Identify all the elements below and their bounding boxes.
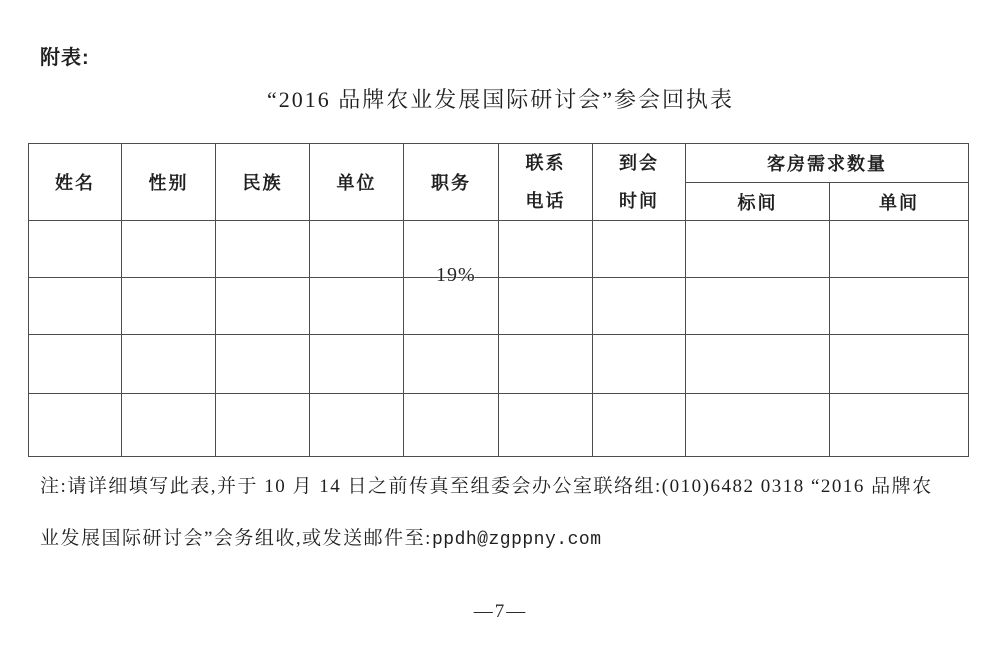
header-contact-phone [499,144,593,221]
table-cell [830,394,969,457]
table-cell [310,278,404,335]
header-contact-phone-line2: 电话 [525,191,566,211]
note-line-1: 注:请详细填写此表,并于 10 月 14 日之前传真至组委会办公室联络组:(010)6482 0318 “2016 品牌农 [40,476,933,497]
table-header [29,144,969,221]
note-line-2 [40,522,970,574]
table-cell [686,394,830,457]
table-cell [404,335,499,394]
header-arrival-time-line2: 时间 [619,191,659,211]
header-ethnicity: 民族 [216,144,310,221]
header-room-demand: 客房需求数量 [686,144,969,183]
attachment-label: 附表: [40,47,90,69]
reply-form-table [28,143,969,457]
table-cell [122,221,216,278]
header-name: 姓名 [29,144,122,221]
table-cell [686,221,830,278]
header-gender: 性别 [122,144,216,221]
table-cell [29,221,122,278]
table-cell [216,335,310,394]
header-job-title: 职务 [404,144,499,221]
header-work-unit: 单位 [310,144,404,221]
table-cell [593,278,686,335]
table-cell [499,335,593,394]
table-cell [404,394,499,457]
table-row [29,278,969,335]
header-standard-room: 标间 [686,183,830,221]
table-row [29,221,969,278]
table-cell [830,335,969,394]
table-cell [499,221,593,278]
table-cell [29,394,122,457]
page-title: “2016 品牌农业发展国际研讨会”参会回执表 [266,87,735,112]
table-cell [499,394,593,457]
email-text: ppdh@zgppny.com [431,530,602,550]
table-row [29,335,969,394]
note-line-2-text: 业发展国际研讨会”会务组收,或发送邮件至: [40,528,432,549]
table-cell [29,335,122,394]
header-arrival-time [593,144,686,221]
table-cell [216,278,310,335]
table-cell [216,221,310,278]
table-body [29,221,969,457]
table-cell [593,335,686,394]
table-cell [29,278,122,335]
note [40,470,970,574]
table-cell [122,394,216,457]
table-cell [122,278,216,335]
table-cell [686,335,830,394]
table-cell [310,394,404,457]
header-single-room: 单间 [830,183,969,221]
header-contact-phone-line1: 联系 [525,153,566,173]
zoom-indicator-text: 19% [436,264,476,286]
page-number: —7— [473,601,528,622]
table-cell [310,335,404,394]
table-cell [830,221,969,278]
table-cell [122,335,216,394]
table-cell [310,221,404,278]
table-cell [593,221,686,278]
header-arrival-time-line1: 到会 [619,153,659,173]
table-cell [830,278,969,335]
table-cell [593,394,686,457]
table-cell [686,278,830,335]
table-row [29,394,969,457]
table-cell [499,278,593,335]
table-cell [216,394,310,457]
